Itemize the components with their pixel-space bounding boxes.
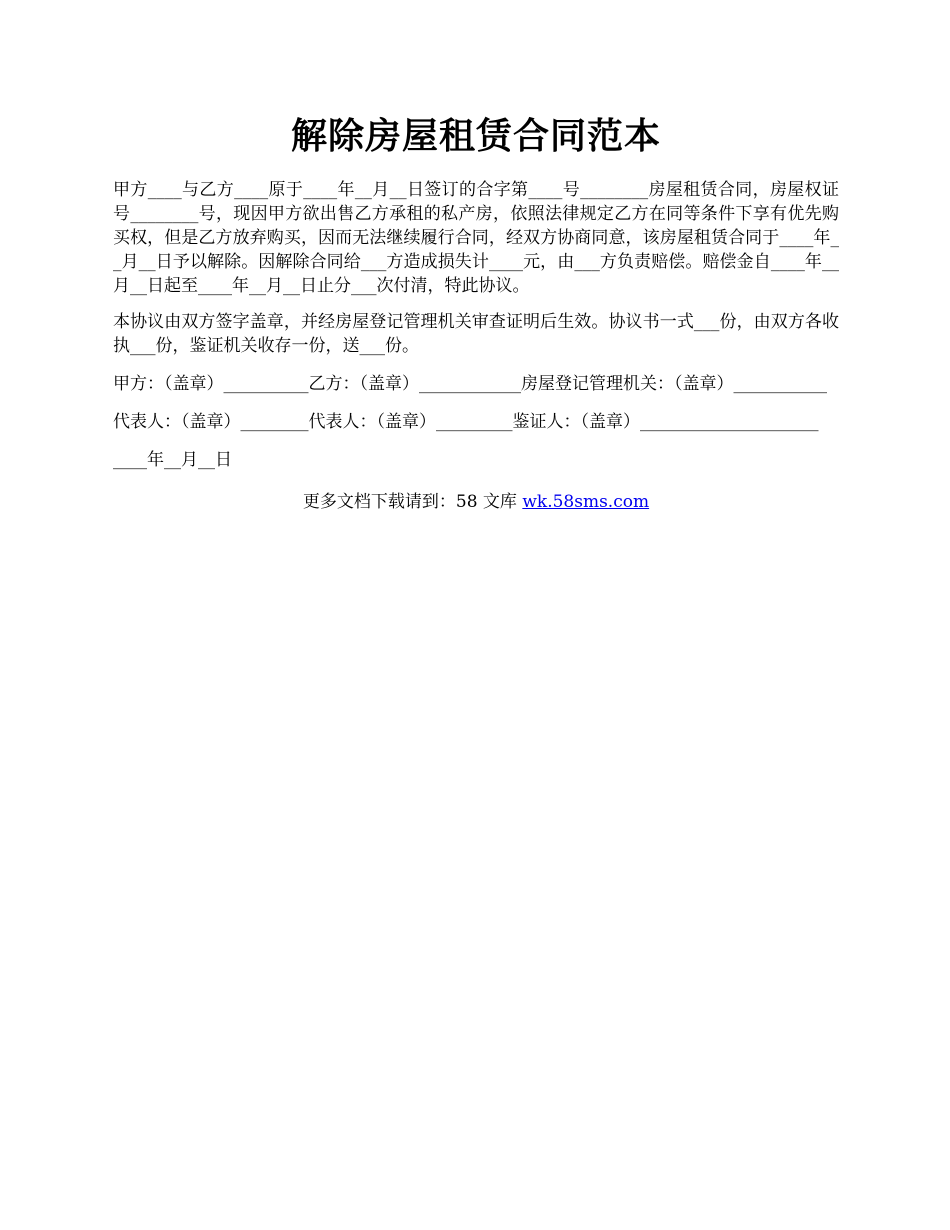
paragraph-representatives: 代表人：（盖章）________代表人：（盖章）_________鉴证人：（盖章）_____________________ <box>113 412 819 432</box>
download-footer <box>113 490 839 514</box>
document-title: 解除房屋租赁合同范本 <box>290 115 661 157</box>
paragraph-date: ____年__月__日 <box>113 450 232 470</box>
footer-text: 更多文档下载请到：58 文库 <box>302 492 523 512</box>
document-page <box>113 110 839 514</box>
paragraph-termination-terms: 甲方____与乙方____原于____年__月__日签订的合字第____号________房屋租赁合同，房屋权证号________号，现因甲方欲出售乙方承租的私产房，依照法律规定乙方在同等条件下享有优先购买权，但是乙方放弃购买，因而无法继续履行合同，经双方协商同意，该房屋租赁合同于____年__月__日予以解除。因解除合同给___方造成损失计____元，由___方负责赔偿。赔偿金自____年__月__日起至____年__月__日止分___次付清，特此协议。 <box>113 180 839 296</box>
paragraph-effectiveness: 本协议由双方签字盖章，并经房屋登记管理机关审查证明后生效。协议书一式___份，由双方各收执___份，鉴证机关收存一份，送___份。 <box>113 312 839 356</box>
paragraph-party-seals: 甲方：（盖章）__________乙方：（盖章）____________房屋登记管理机关：（盖章）___________ <box>113 374 827 394</box>
footer-link[interactable]: wk.58sms.com <box>522 492 650 512</box>
